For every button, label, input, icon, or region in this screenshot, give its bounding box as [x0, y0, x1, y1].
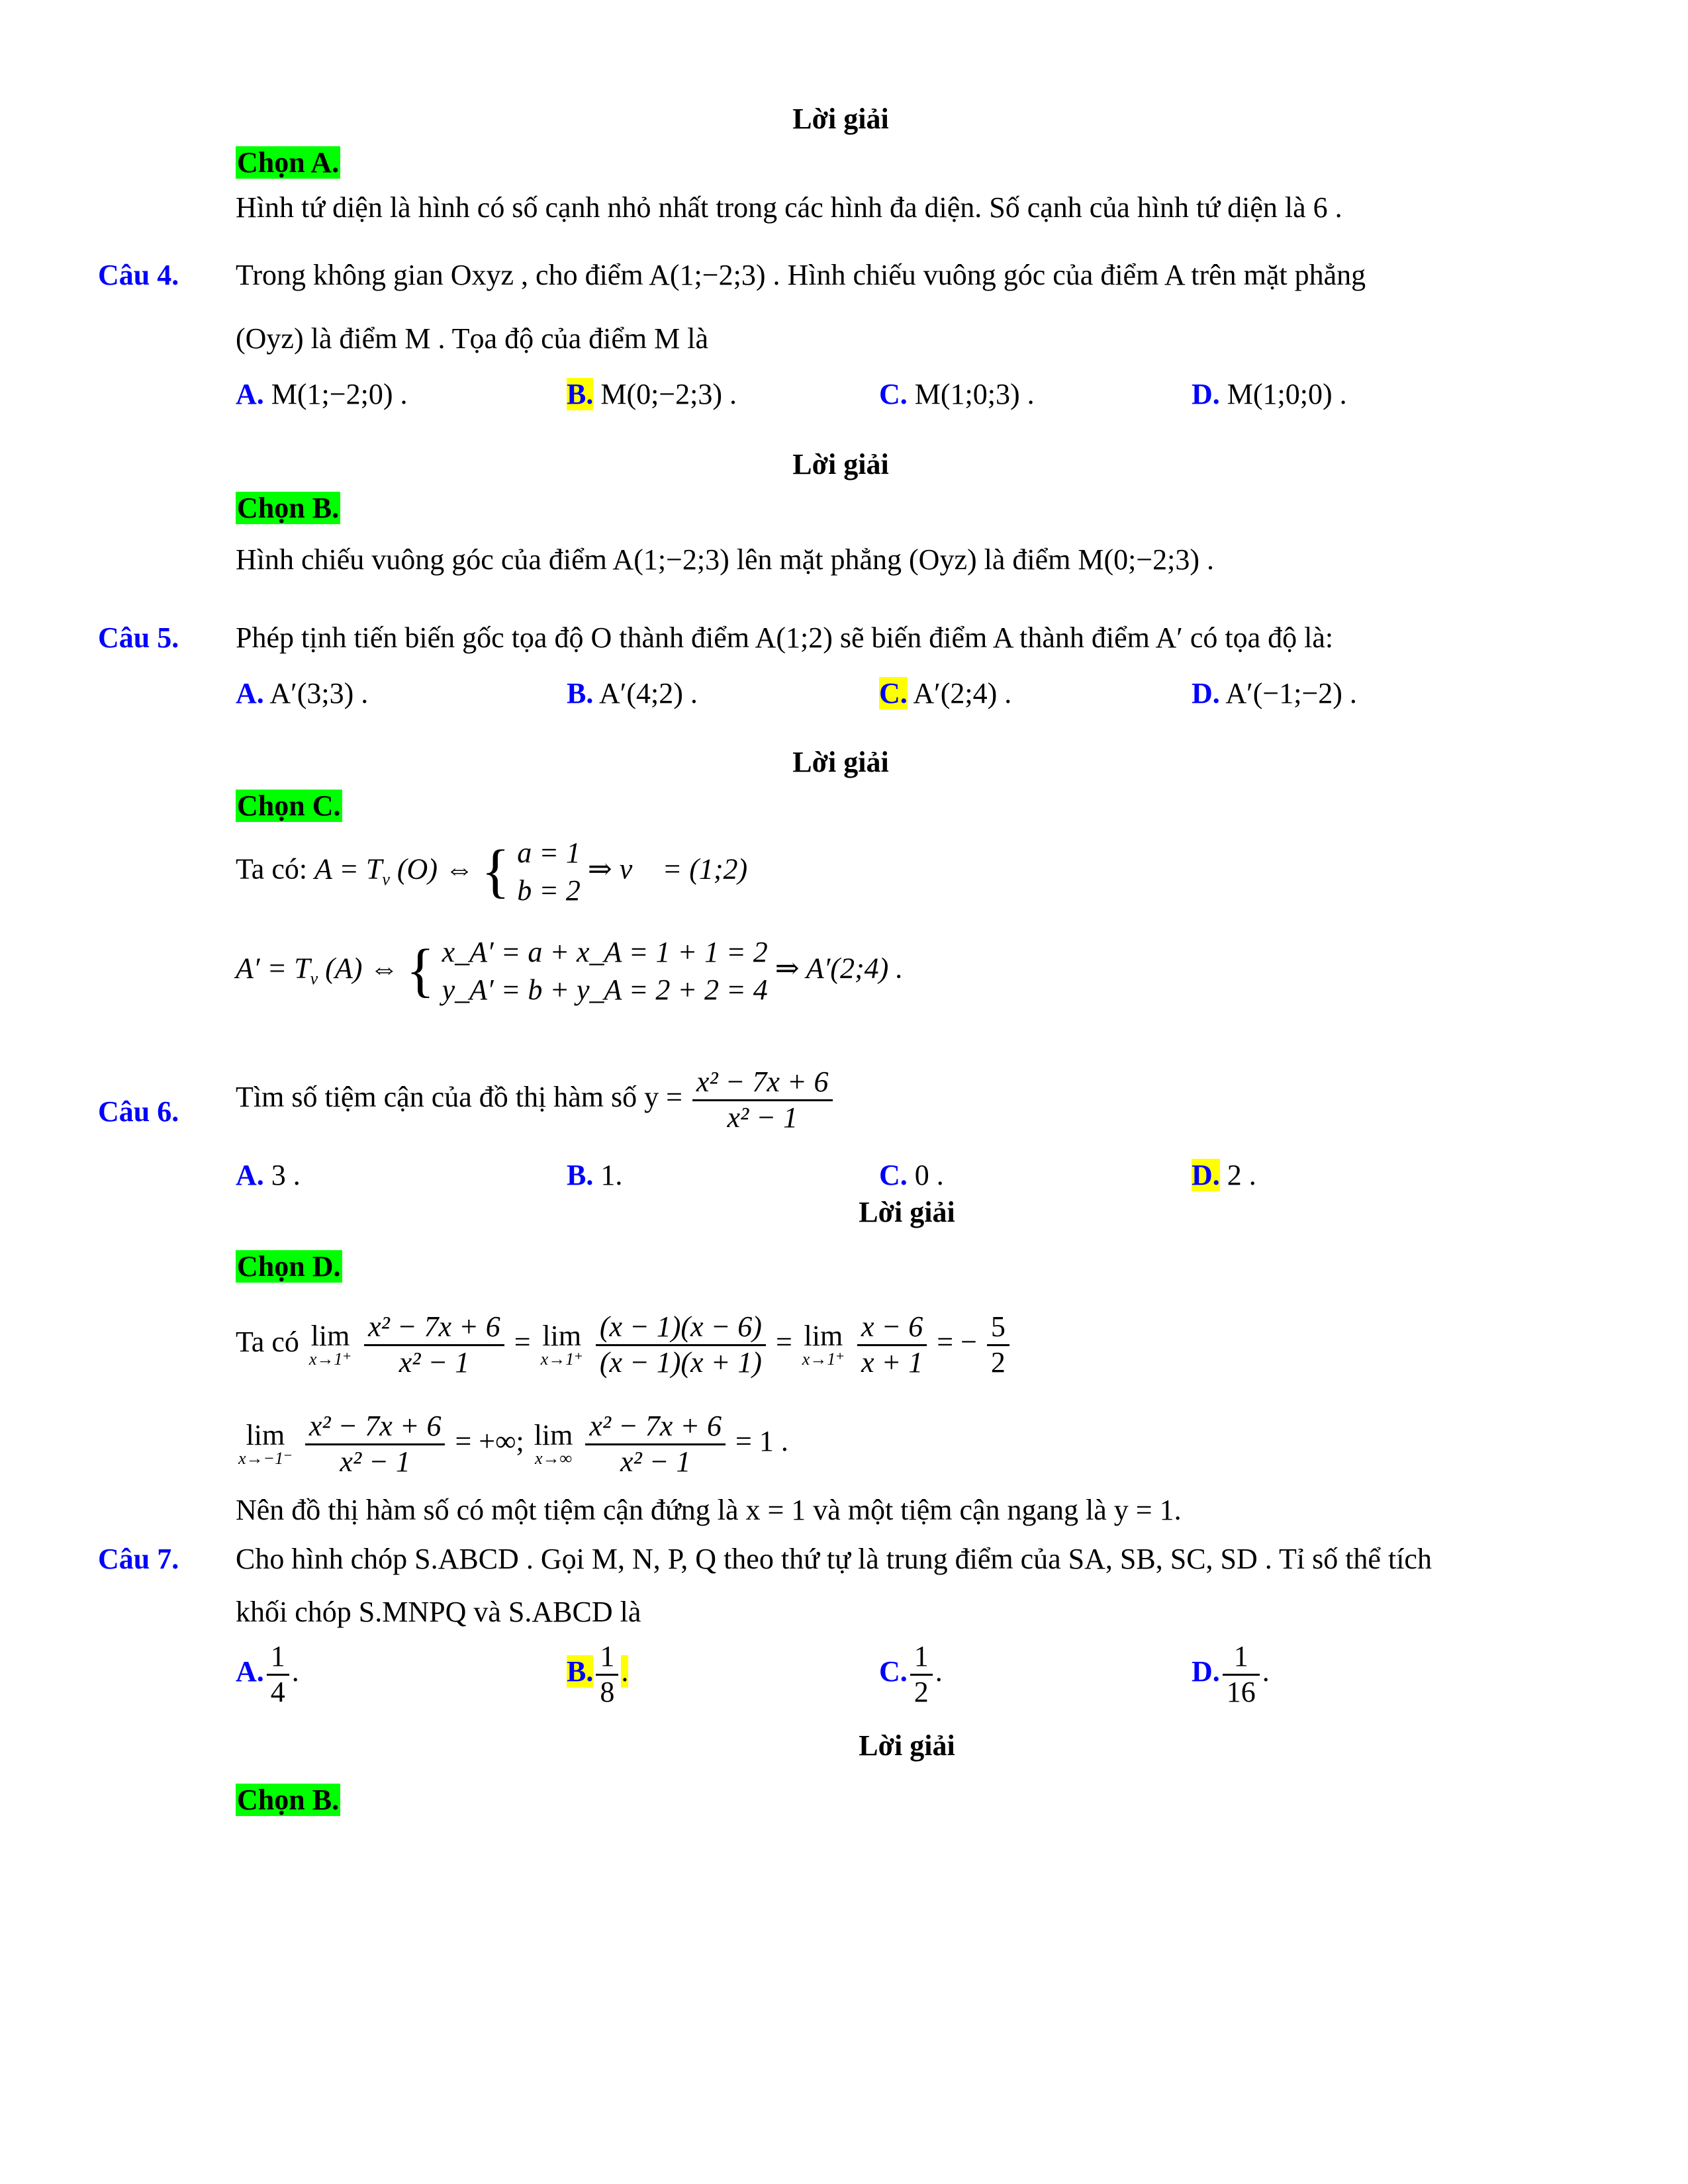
heading-loi-giai: Lời giải	[859, 1196, 955, 1228]
q6-option-d: D. 2 .	[1192, 1159, 1256, 1191]
q6-option-a: A. 3 .	[236, 1159, 301, 1191]
q4-option-d: D. M(1;0;0) .	[1192, 378, 1347, 410]
question-6-line: Tìm số tiệm cận của đồ thị hàm số y = $\frac{\text{x² − 7x + 6}}{\text{x² − 1}}$	[236, 1066, 835, 1134]
question-4-line1: Trong không gian Oxyz , cho điểm A(1;−2;3) . Hình chiếu vuông góc của điểm A trên mặt phẳng	[236, 259, 1366, 291]
q5-equation-2: $A' = T_v$ (A) ⇔ { x_A′ = a + x_A = 1 + 1 = 2 y_A′ = b + y_A = 2 + 2 = 4 ⇒ A′(2;4) .	[236, 936, 904, 1007]
q7-option-a: A. $\frac{1}{4}$ .	[236, 1640, 299, 1708]
q7-option-b: B. $\frac{1}{8}$ .	[567, 1640, 629, 1708]
q5-equation-1: Ta có: $A = T_v$ (O) ⇔ { a = 1 b = 2 ⇒ v⃗ = (1;2)	[236, 837, 748, 907]
q6-conclusion: Nên đồ thị hàm số có một tiệm cận đứng là x = 1 và một tiệm cận ngang là y = 1.	[236, 1494, 1182, 1526]
q4-option-a: A. M(1;−2;0) .	[236, 378, 408, 410]
heading-loi-giai: Lời giải	[792, 103, 889, 135]
q5-option-a: A. A′(3;3) .	[236, 677, 369, 709]
heading-loi-giai: Lời giải	[859, 1729, 955, 1762]
q5-option-c: C. A′(2;4) .	[879, 677, 1012, 709]
q4-option-b: B. M(0;−2;3) .	[567, 378, 737, 410]
q7-option-c: C. $\frac{1}{2}$ .	[879, 1640, 943, 1708]
question-7-line1: Cho hình chóp S.ABCD . Gọi M, N, P, Q theo thứ tự là trung điểm của SA, SB, SC, SD . Tỉ số thể tích	[236, 1543, 1432, 1575]
q4-option-c: C. M(1;0;3) .	[879, 378, 1035, 410]
choose-answer-b-q7: Chọn B.	[237, 1784, 340, 1816]
question-6-label: Câu 6.	[98, 1095, 179, 1128]
q7-option-d: D. $\frac{1}{16}$ .	[1192, 1640, 1270, 1708]
q6-limit-line-1: Ta có lim x→1⁺ $\frac{\text{x² − 7x + 6}}{\text{x² − 1}}$ = lim x→1⁺ $\frac{(x - 1)(x - 6)}{(x - 1)(x + 1)}$ = lim x→1⁺ $\frac{x - 6}{x + 1}$ = − $\frac{5}{2}$	[236, 1310, 1012, 1379]
question-7-line2: khối chóp S.MNPQ và S.ABCD là	[236, 1596, 641, 1628]
q4-solution: Hình chiếu vuông góc của điểm A(1;−2;3) lên mặt phẳng (Oyz) là điểm M(0;−2;3) .	[236, 543, 1215, 576]
question-4-label: Câu 4.	[98, 259, 179, 291]
choose-answer-c: Chọn C.	[237, 790, 341, 822]
question-5-label: Câu 5.	[98, 621, 179, 654]
question-5-line1: Phép tịnh tiến biến gốc tọa độ O thành điểm A(1;2) sẽ biến điểm A thành điểm A′ có tọa độ là:	[236, 621, 1334, 654]
choose-answer-b: Chọn B.	[237, 492, 340, 524]
choose-answer-d: Chọn D.	[237, 1250, 341, 1283]
q6-option-b: B. 1.	[567, 1159, 623, 1191]
q6-option-c: C. 0 .	[879, 1159, 944, 1191]
q5-option-b: B. A′(4;2) .	[567, 677, 698, 709]
q6-limit-line-2: lim x→−1⁻ $\frac{\text{x² − 7x + 6}}{\text{x² − 1}}$ = +∞; lim x→∞ $\frac{\text{x² − 7x + 6}}{\text{x² − 1}}$ = 1 .	[238, 1410, 788, 1478]
explanation-text: Hình tứ diện là hình có số cạnh nhỏ nhất trong các hình đa diện. Số cạnh của hình tứ diện là 6 .	[236, 191, 1342, 224]
choose-answer-a: Chọn A.	[237, 146, 340, 179]
heading-loi-giai: Lời giải	[792, 448, 889, 480]
question-4-line2: (Oyz) là điểm M . Tọa độ của điểm M là	[236, 322, 708, 355]
question-7-label: Câu 7.	[98, 1543, 179, 1575]
heading-loi-giai: Lời giải	[792, 746, 889, 778]
q5-option-d: D. A′(−1;−2) .	[1192, 677, 1357, 709]
